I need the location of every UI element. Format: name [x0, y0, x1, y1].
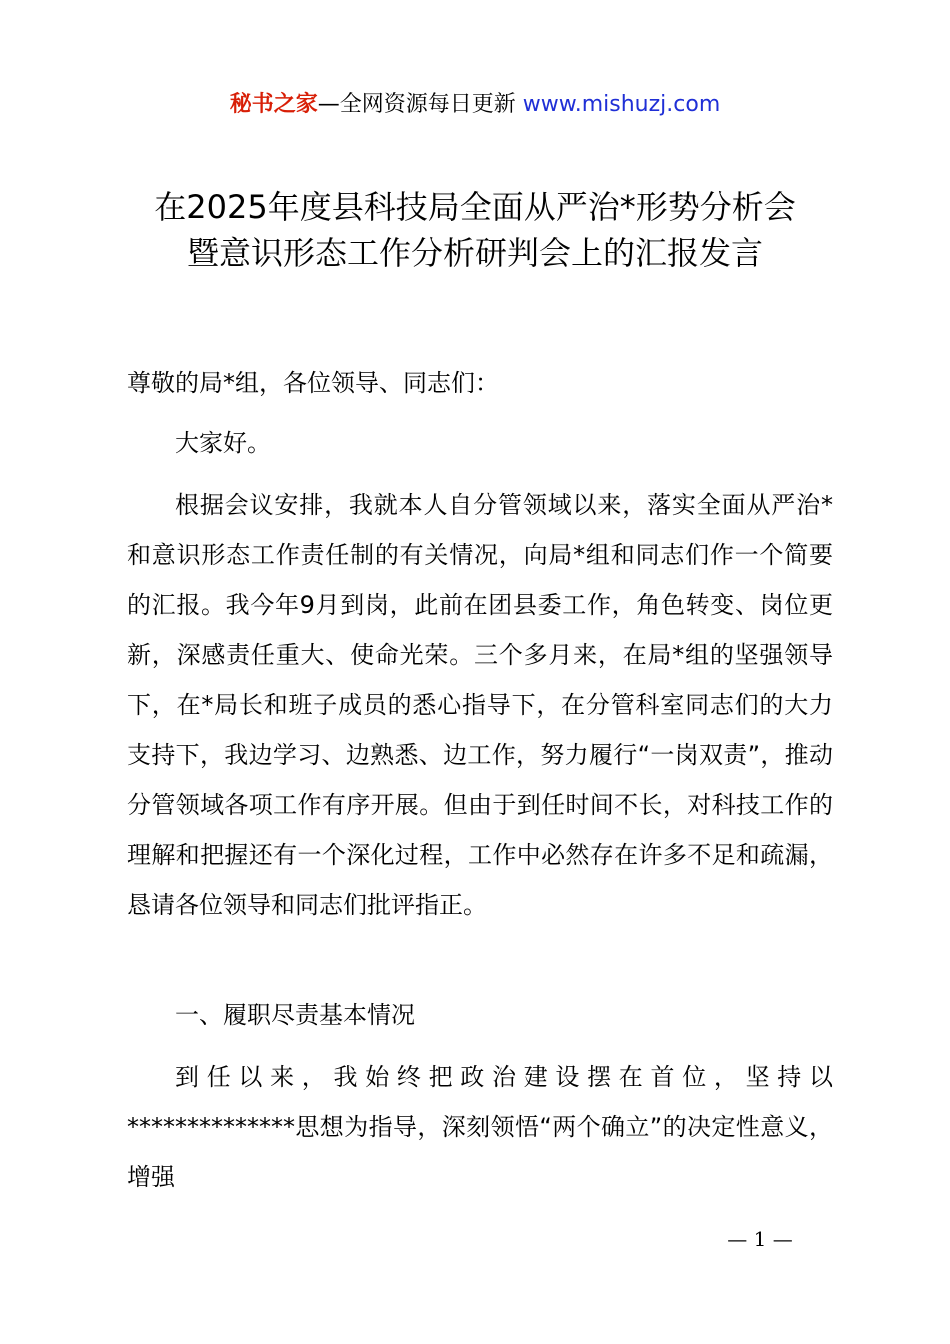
greeting-paragraph: 大家好。	[175, 429, 271, 457]
site-url-link[interactable]: www.mishuzj.com	[522, 92, 721, 117]
page-number: — 1 —	[727, 1227, 793, 1251]
site-header	[0, 88, 950, 122]
title-line-1: 在2025年度县科技局全面从严治*形势分析会	[154, 188, 796, 226]
brand-name: 秘书之家	[229, 92, 318, 117]
section-1-paragraph: 到任以来，我始终把政治建设摆在首位，坚持以**************思想为指导，深刻领悟“两个确立”的决定性意义，增强	[127, 1063, 833, 1191]
title-line-2: 暨意识形态工作分析研判会上的汇报发言	[186, 234, 763, 272]
document-title	[100, 184, 850, 276]
header-tagline: —全网资源每日更新	[317, 92, 516, 117]
intro-paragraph: 根据会议安排，我就本人自分管领域以来，落实全面从严治*和意识形态工作责任制的有关情况，向局*组和同志们作一个简要的汇报。我今年9月到岗，此前在团县委工作，角色转变、岗位更新，深感责任重大、使命光荣。三个多月来，在局*组的坚强领导下，在*局长和班子成员的悉心指导下，在分管科室同志们的大力支持下，我边学习、边熟悉、边工作，努力履行“一岗双责”，推动分管领域各项工作有序开展。但由于到任时间不长，对科技工作的理解和把握还有一个深化过程，工作中必然存在许多不足和疏漏，恳请各位领导和同志们批评指正。	[127, 491, 833, 919]
salutation: 尊敬的局*组，各位领导、同志们：	[127, 369, 499, 397]
section-heading-1: 一、履职尽责基本情况	[175, 1001, 415, 1029]
